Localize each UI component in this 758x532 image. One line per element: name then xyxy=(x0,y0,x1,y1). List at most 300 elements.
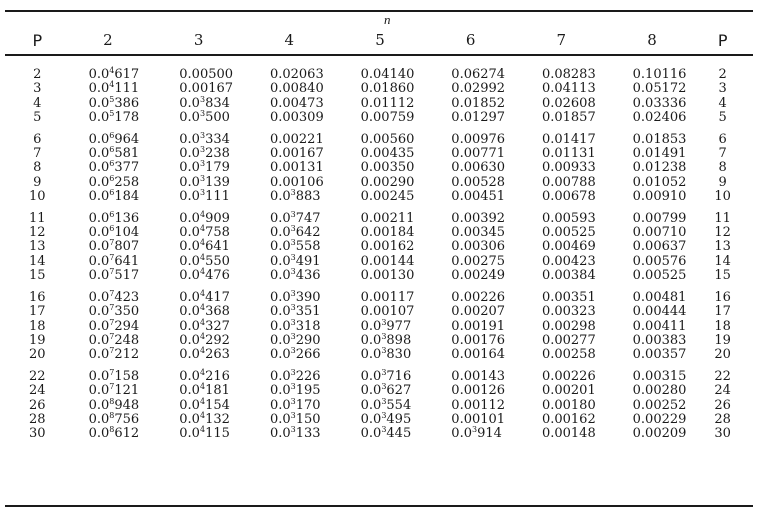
cell-value: 0.00143 xyxy=(451,368,506,384)
cell-value: 0.03336 xyxy=(632,95,687,111)
cell-mantissa: 154 xyxy=(205,397,230,413)
row-p-left: 16 xyxy=(29,289,46,305)
row-p-left: 3 xyxy=(33,81,42,97)
col-header-p-left: P xyxy=(32,30,43,50)
cell-mantissa: 417 xyxy=(205,289,230,305)
cell-zero-count: 3 xyxy=(199,109,206,119)
cell-mantissa: 195 xyxy=(295,383,321,399)
cell-mantissa: 756 xyxy=(114,411,140,427)
cell-mantissa: 641 xyxy=(114,253,140,269)
cell-mantissa: 179 xyxy=(205,160,230,176)
cell-value: 0.00298 xyxy=(541,318,596,334)
row-p-right: 22 xyxy=(714,368,731,384)
cell-value: 0.0 xyxy=(269,210,291,226)
cell-zero-count: 7 xyxy=(109,382,115,392)
table-cell xyxy=(63,269,154,283)
cell-value: 0.0 xyxy=(88,253,110,269)
row-p-right: 9 xyxy=(718,174,727,190)
cell-value: 0.01857 xyxy=(541,110,596,126)
cell-value: 0.0 xyxy=(269,332,291,348)
cell-zero-count: 4 xyxy=(199,382,206,392)
row-p-right: 5 xyxy=(718,110,727,126)
cell-value: 0.0 xyxy=(360,368,382,384)
cell-mantissa: 554 xyxy=(386,397,412,413)
cell-zero-count: 3 xyxy=(199,173,206,183)
cell-value: 0.0 xyxy=(88,67,110,82)
table-cell xyxy=(335,255,426,269)
cell-zero-count: 3 xyxy=(290,410,296,420)
row-p-right: 24 xyxy=(714,383,731,399)
cell-value: 0.00162 xyxy=(541,411,596,427)
cell-value: 0.01131 xyxy=(541,146,596,162)
cell-mantissa: 115 xyxy=(205,426,230,442)
cell-mantissa: 266 xyxy=(295,347,321,363)
row-p-right: 20 xyxy=(714,347,731,363)
cell-value: 0.08283 xyxy=(541,67,596,82)
cell-value: 0.02406 xyxy=(632,110,687,126)
table-cell xyxy=(63,209,154,226)
table-cell xyxy=(335,269,426,283)
cell-value: 0.00357 xyxy=(632,347,687,363)
table-cell xyxy=(244,133,335,147)
table-cell xyxy=(516,176,607,190)
table-cell xyxy=(607,190,698,204)
row-p-left: 15 xyxy=(29,268,46,284)
cell-value: 0.0 xyxy=(360,397,382,413)
header-row xyxy=(12,26,748,54)
cell-zero-count: 3 xyxy=(381,396,387,406)
table-row xyxy=(12,212,748,226)
table-cell xyxy=(153,130,244,147)
cell-mantissa: 386 xyxy=(114,95,140,111)
cell-zero-count: 4 xyxy=(199,317,206,327)
cell-value: 0.00435 xyxy=(360,146,415,162)
cell-value: 0.0 xyxy=(269,189,291,205)
cell-value: 0.0 xyxy=(179,160,200,176)
row-p-right: 8 xyxy=(718,160,727,176)
cell-value: 0.0 xyxy=(179,146,200,162)
cell-zero-count: 4 xyxy=(199,224,206,234)
cell-zero-count: 3 xyxy=(290,188,296,198)
table-cell xyxy=(516,384,607,398)
table-row xyxy=(12,384,748,398)
cell-value: 0.00560 xyxy=(360,131,415,147)
cell-mantissa: 294 xyxy=(114,318,140,334)
cell-zero-count: 7 xyxy=(109,288,115,298)
table-cell xyxy=(335,317,426,334)
cell-mantissa: 436 xyxy=(295,268,321,284)
cell-value: 0.00162 xyxy=(360,239,415,255)
row-p-right: 14 xyxy=(714,253,731,269)
cell-value: 0.00201 xyxy=(541,383,596,399)
cell-value: 0.0 xyxy=(360,318,382,334)
cell-value: 0.00759 xyxy=(360,110,415,126)
table-cell xyxy=(153,288,244,305)
table-cell xyxy=(335,111,426,125)
cell-value: 0.00323 xyxy=(541,304,596,320)
cell-zero-count: 3 xyxy=(381,346,387,356)
table-cell xyxy=(63,161,154,175)
table-cell xyxy=(335,97,426,111)
cell-value: 0.0 xyxy=(269,268,291,284)
table-cell xyxy=(153,305,244,319)
cell-value: 0.00207 xyxy=(451,304,506,320)
cell-mantissa: 747 xyxy=(295,210,321,226)
row-p-right: 7 xyxy=(718,146,727,162)
table-cell xyxy=(425,305,516,319)
table-cell xyxy=(335,54,426,82)
cell-value: 0.0 xyxy=(179,239,200,255)
cell-value: 0.00277 xyxy=(541,332,596,348)
cell-value: 0.00290 xyxy=(360,174,415,190)
cell-value: 0.00167 xyxy=(269,146,324,162)
table-cell xyxy=(607,334,698,348)
table-cell xyxy=(335,427,426,441)
cell-zero-count: 3 xyxy=(199,130,206,140)
cell-value: 0.0 xyxy=(88,289,110,305)
cell-zero-count: 4 xyxy=(199,425,206,435)
table-row xyxy=(12,399,748,413)
cell-value: 0.00315 xyxy=(632,368,687,384)
cell-zero-count: 4 xyxy=(199,238,206,248)
table-cell xyxy=(335,240,426,254)
cell-zero-count: 8 xyxy=(109,410,115,420)
cell-value: 0.05172 xyxy=(632,81,687,97)
table-cell xyxy=(63,348,154,362)
cell-value: 0.0 xyxy=(451,426,472,442)
cell-value: 0.00910 xyxy=(632,189,687,205)
table-cell xyxy=(244,348,335,362)
row-p-left: 7 xyxy=(33,146,42,162)
col-header-n-8: 8 xyxy=(647,31,657,49)
table-cell xyxy=(153,240,244,254)
table-body xyxy=(12,54,748,442)
col-header-n-4: 4 xyxy=(284,31,295,49)
cell-value: 0.0 xyxy=(269,426,291,442)
cell-zero-count: 3 xyxy=(381,410,387,420)
table-cell xyxy=(607,133,698,147)
table-cell xyxy=(425,370,516,384)
table-cell xyxy=(63,384,154,398)
table-cell xyxy=(335,82,426,96)
cell-mantissa: 495 xyxy=(386,411,412,427)
table-cell xyxy=(244,305,335,319)
table-row xyxy=(12,427,748,441)
table-cell xyxy=(607,111,698,125)
cell-value: 0.00131 xyxy=(269,160,324,176)
row-p-left: 4 xyxy=(33,95,42,111)
cell-value: 0.00280 xyxy=(632,383,687,399)
table-cell xyxy=(425,269,516,283)
cell-value: 0.02063 xyxy=(269,67,324,82)
table-cell xyxy=(153,82,244,96)
cell-value: 0.0 xyxy=(179,411,200,427)
table-cell xyxy=(425,212,516,226)
cell-mantissa: 216 xyxy=(205,368,230,384)
table-cell xyxy=(244,190,335,204)
row-p-left: 22 xyxy=(29,368,46,384)
table-cell xyxy=(244,161,335,175)
table-cell xyxy=(607,413,698,427)
cell-value: 0.01852 xyxy=(451,95,506,111)
cell-value: 0.0 xyxy=(269,304,291,320)
cell-mantissa: 883 xyxy=(295,189,321,205)
table-cell xyxy=(516,111,607,125)
table-cell xyxy=(335,348,426,362)
row-p-left: 14 xyxy=(29,253,46,269)
cell-mantissa: 914 xyxy=(477,426,502,442)
table-cell xyxy=(516,212,607,226)
table-row xyxy=(12,240,748,254)
table-cell xyxy=(607,427,698,441)
cell-value: 0.01052 xyxy=(632,174,687,190)
cell-mantissa: 350 xyxy=(114,304,140,320)
table-cell xyxy=(153,269,244,283)
cell-value: 0.0 xyxy=(179,189,200,205)
cell-zero-count: 4 xyxy=(199,410,206,420)
table-cell xyxy=(516,255,607,269)
table-cell xyxy=(607,305,698,319)
cell-zero-count: 3 xyxy=(290,252,296,262)
cell-value: 0.00184 xyxy=(360,225,415,241)
cell-value: 0.02608 xyxy=(541,95,596,111)
table-cell xyxy=(607,161,698,175)
cell-value: 0.0 xyxy=(179,210,200,226)
cell-value: 0.0 xyxy=(360,332,382,348)
cell-mantissa: 898 xyxy=(386,332,412,348)
table-cell xyxy=(425,54,516,82)
table-cell xyxy=(516,133,607,147)
cell-value: 0.00444 xyxy=(632,304,687,320)
col-header-n-6: 6 xyxy=(465,31,476,49)
cell-zero-count: 4 xyxy=(109,80,115,90)
table-cell xyxy=(335,305,426,319)
cell-mantissa: 111 xyxy=(205,189,230,205)
cell-value: 0.00226 xyxy=(541,368,596,384)
table-cell xyxy=(335,147,426,161)
cell-mantissa: 212 xyxy=(114,347,140,363)
cell-zero-count: 6 xyxy=(109,159,115,169)
cell-zero-count: 3 xyxy=(290,382,296,392)
row-p-left: 2 xyxy=(33,67,42,82)
cell-value: 0.0 xyxy=(179,131,200,147)
table-cell xyxy=(607,320,698,334)
cell-mantissa: 334 xyxy=(205,131,230,147)
cell-value: 0.0 xyxy=(88,268,110,284)
cell-zero-count: 3 xyxy=(290,267,296,277)
table-cell xyxy=(516,240,607,254)
table-cell xyxy=(244,82,335,96)
cell-value: 0.00117 xyxy=(360,289,415,305)
cell-value: 0.01491 xyxy=(632,146,687,162)
cell-value: 0.00101 xyxy=(451,411,506,427)
table-cell xyxy=(425,176,516,190)
cell-value: 0.0 xyxy=(88,174,110,190)
table-cell xyxy=(425,226,516,240)
cell-value: 0.00249 xyxy=(451,268,506,284)
cell-mantissa: 948 xyxy=(114,397,140,413)
cell-mantissa: 158 xyxy=(114,368,140,384)
row-p-left: 19 xyxy=(29,332,46,348)
row-p-right: 15 xyxy=(714,268,731,284)
table-cell xyxy=(425,133,516,147)
cell-zero-count: 3 xyxy=(199,94,206,104)
table-row xyxy=(12,370,748,384)
cell-value: 0.00221 xyxy=(269,131,324,147)
cell-value: 0.0 xyxy=(88,239,110,255)
table-cell xyxy=(516,305,607,319)
cell-value: 0.0 xyxy=(179,368,200,384)
cell-zero-count: 3 xyxy=(290,238,296,248)
table-cell xyxy=(607,384,698,398)
table-cell xyxy=(335,291,426,305)
table-cell xyxy=(63,288,154,305)
cell-value: 0.0 xyxy=(269,411,291,427)
cell-mantissa: 150 xyxy=(295,411,321,427)
cell-value: 0.00144 xyxy=(360,253,415,269)
cell-zero-count: 7 xyxy=(109,367,115,377)
cell-mantissa: 977 xyxy=(386,318,412,334)
table-cell xyxy=(63,82,154,96)
cell-mantissa: 133 xyxy=(295,426,321,442)
table-cell xyxy=(335,161,426,175)
cell-value: 0.00126 xyxy=(451,383,506,399)
row-p-right: 12 xyxy=(714,225,731,241)
cell-mantissa: 377 xyxy=(114,160,140,176)
cell-mantissa: 248 xyxy=(114,332,140,348)
table-cell xyxy=(425,255,516,269)
table-cell xyxy=(425,291,516,305)
table-cell xyxy=(153,384,244,398)
cell-value: 0.00481 xyxy=(632,289,687,305)
cell-value: 0.0 xyxy=(179,110,200,126)
row-p-right: 13 xyxy=(714,239,731,255)
table-row xyxy=(12,269,748,283)
cell-zero-count: 3 xyxy=(290,288,296,298)
table-cell xyxy=(244,367,335,384)
cell-value: 0.00528 xyxy=(451,174,506,190)
table-cell xyxy=(153,427,244,441)
cell-value: 0.0 xyxy=(179,426,200,442)
cell-value: 0.00191 xyxy=(451,318,506,334)
table-cell xyxy=(607,348,698,362)
row-p-right: 26 xyxy=(714,397,731,413)
cell-value: 0.00229 xyxy=(632,411,687,427)
table-cell xyxy=(607,147,698,161)
cell-zero-count: 4 xyxy=(199,346,206,356)
table-row xyxy=(12,111,748,125)
table-cell xyxy=(516,269,607,283)
cell-zero-count: 4 xyxy=(199,209,206,219)
cell-value: 0.0 xyxy=(88,146,110,162)
cell-value: 0.0 xyxy=(179,253,200,269)
cell-value: 0.02992 xyxy=(451,81,506,97)
table-cell xyxy=(516,334,607,348)
cell-value: 0.0 xyxy=(360,383,382,399)
table-row xyxy=(12,190,748,204)
table-cell xyxy=(335,226,426,240)
cell-value: 0.0 xyxy=(179,174,200,190)
cell-value: 0.0 xyxy=(269,397,291,413)
cell-mantissa: 351 xyxy=(295,304,321,320)
cell-value: 0.00469 xyxy=(541,239,596,255)
cell-value: 0.0 xyxy=(179,383,200,399)
cell-value: 0.0 xyxy=(269,253,291,269)
cell-value: 0.04140 xyxy=(360,67,415,82)
table-cell xyxy=(244,97,335,111)
cell-value: 0.0 xyxy=(88,368,110,384)
cell-value: 0.00245 xyxy=(360,189,415,205)
table-cell xyxy=(153,54,244,82)
row-p-left: 8 xyxy=(33,160,42,176)
cell-value: 0.00252 xyxy=(632,397,687,413)
cell-mantissa: 258 xyxy=(114,174,140,190)
cell-zero-count: 7 xyxy=(109,238,115,248)
cell-zero-count: 3 xyxy=(199,188,206,198)
cell-value: 0.0 xyxy=(88,225,110,241)
table-cell xyxy=(153,367,244,384)
row-p-right: 2 xyxy=(718,67,727,82)
cell-value: 0.00383 xyxy=(632,332,687,348)
cell-value: 0.0 xyxy=(88,304,110,320)
cell-value: 0.00226 xyxy=(451,289,506,305)
cell-value: 0.00180 xyxy=(541,397,596,413)
table-row xyxy=(12,133,748,147)
cell-zero-count: 7 xyxy=(109,267,115,277)
table-cell xyxy=(244,384,335,398)
cell-value: 0.10116 xyxy=(632,67,687,82)
cell-value: 0.00309 xyxy=(269,110,324,126)
table-cell xyxy=(244,269,335,283)
table-cell xyxy=(244,111,335,125)
cell-mantissa: 181 xyxy=(205,383,230,399)
row-p-right: 4 xyxy=(718,95,727,111)
table-cell xyxy=(63,367,154,384)
cell-value: 0.00710 xyxy=(632,225,687,241)
table-cell xyxy=(425,399,516,413)
cell-value: 0.0 xyxy=(88,397,110,413)
table-cell xyxy=(63,305,154,319)
table-cell xyxy=(516,54,607,82)
cell-zero-count: 7 xyxy=(109,252,115,262)
cell-mantissa: 491 xyxy=(295,253,321,269)
row-p-left: 24 xyxy=(29,383,46,399)
cell-zero-count: 3 xyxy=(290,346,296,356)
cell-value: 0.00275 xyxy=(451,253,506,269)
col-header-p-right: P xyxy=(717,30,728,50)
cell-mantissa: 178 xyxy=(114,110,140,126)
cell-zero-count: 4 xyxy=(199,267,206,277)
table-cell xyxy=(244,147,335,161)
cell-zero-count: 7 xyxy=(109,331,115,341)
cell-value: 0.0 xyxy=(179,332,200,348)
cell-zero-count: 4 xyxy=(199,367,206,377)
cell-value: 0.00678 xyxy=(541,189,596,205)
cell-mantissa: 170 xyxy=(295,397,321,413)
table-cell xyxy=(516,399,607,413)
table-cell xyxy=(607,82,698,96)
cell-value: 0.00630 xyxy=(451,160,506,176)
cell-mantissa: 184 xyxy=(114,189,140,205)
cell-value: 0.00771 xyxy=(451,146,506,162)
cell-zero-count: 4 xyxy=(109,66,115,75)
cell-value: 0.0 xyxy=(88,95,110,111)
cell-zero-count: 8 xyxy=(109,396,115,406)
table-cell xyxy=(425,334,516,348)
table-cell xyxy=(335,133,426,147)
cell-value: 0.00840 xyxy=(269,81,324,97)
table-cell xyxy=(63,427,154,441)
